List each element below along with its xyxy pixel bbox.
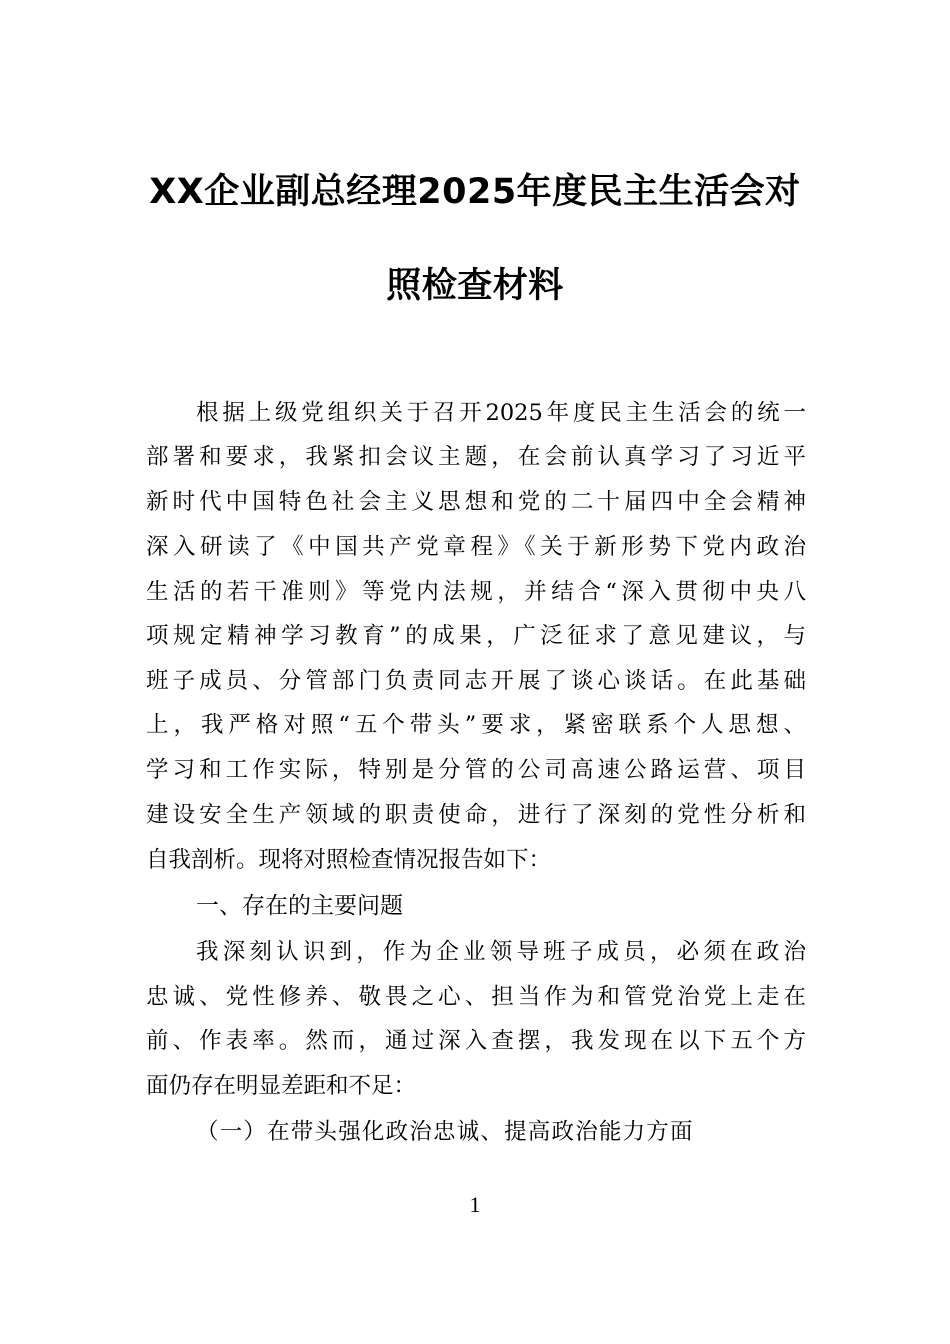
section-heading: 一、存在的主要问题 — [196, 893, 403, 919]
paragraph-line: 建设安全生产领域的职责使命，进行了深刻的党性分析和 — [146, 802, 806, 828]
paragraph-line: 深入研读了《中国共产党章程》《关于新形势下党内政治 — [146, 534, 806, 560]
paragraph-line: 上，我严格对照“五个带头”要求，紧密联系个人思想、 — [146, 712, 806, 738]
paragraph-line: 根据上级党组织关于召开2025年度民主生活会的统一 — [196, 400, 806, 426]
page-number: 1 — [469, 1192, 481, 1217]
document-title-line-1: XX企业副总经理2025年度民主生活会对 — [149, 172, 801, 212]
paragraph-line: 我深刻认识到，作为企业领导班子成员，必须在政治 — [196, 939, 806, 965]
paragraph-line: 忠诚、党性修养、敬畏之心、担当作为和管党治党上走在 — [146, 984, 806, 1010]
paragraph-line: 前、作表率。然而，通过深入查摆，我发现在以下五个方 — [146, 1028, 806, 1054]
paragraph-line: 学习和工作实际，特别是分管的公司高速公路运营、项目 — [146, 757, 806, 783]
paragraph-line: 项规定精神学习教育”的成果，广泛征求了意见建议，与 — [146, 623, 806, 649]
paragraph-line: 班子成员、分管部门负责同志开展了谈心谈话。在此基础 — [146, 668, 806, 694]
document-title-line-2: 照检查材料 — [386, 266, 564, 306]
paragraph-line: 面仍存在明显差距和不足： — [146, 1073, 417, 1099]
subsection-heading: （一）在带头强化政治忠诚、提高政治能力方面 — [196, 1119, 694, 1145]
paragraph-line: 自我剖析。现将对照检查情况报告如下： — [146, 847, 552, 873]
paragraph-line: 部署和要求，我紧扣会议主题，在会前认真学习了习近平 — [146, 444, 806, 470]
paragraph-line: 生活的若干准则》等党内法规，并结合“深入贯彻中央八 — [146, 579, 806, 605]
paragraph-line: 新时代中国特色社会主义思想和党的二十届四中全会精神 — [146, 489, 806, 515]
